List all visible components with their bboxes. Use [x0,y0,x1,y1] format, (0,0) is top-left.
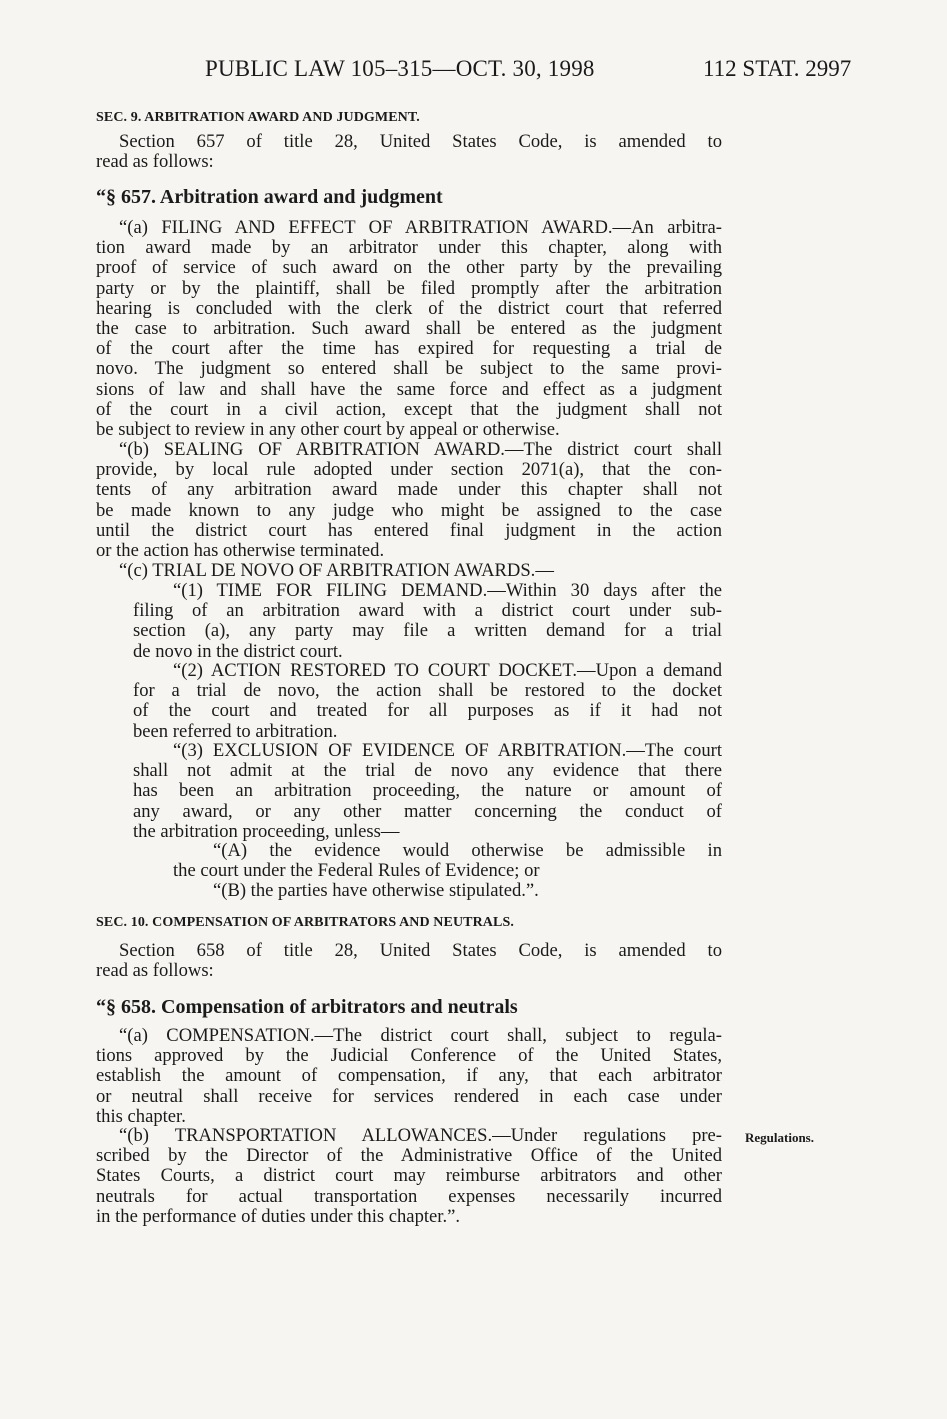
text-line: sions of law and shall have the same force and effect as a judgment [96,378,722,400]
sec9-intro [96,132,722,172]
sec10-intro [96,941,722,981]
sec657-para-a [96,218,722,440]
text-line: provide, by local rule adopted under section 2071(a), that the con- [96,459,722,481]
text-line: of the court and treated for all purposes as if it had not [133,700,722,722]
text-line: for a trial de novo, the action shall be restored to the docket [133,680,722,702]
sec657-para-c3A [173,841,722,881]
text-line: “(a) FILING AND EFFECT OF ARBITRATION AWARD.—An arbitra- [119,217,722,238]
text-line: or neutral shall receive for services rendered in each case under [96,1085,722,1107]
sec657-para-c1 [133,581,722,662]
text-line: Section 658 of title 28, United States Code, is amended to [119,940,722,961]
sec658-title: “§ 658. Compensation of arbitrators and neutrals [96,996,518,1018]
text-line: this chapter. [96,1105,186,1127]
text-line: “(a) COMPENSATION.—The district court shall, subject to regula- [119,1025,722,1046]
text-line: shall not admit at the trial de novo any evidence that there [133,760,722,782]
text-line: of the court after the time has expired for requesting a trial de [96,338,722,360]
text-line: proof of service of such award on the other party by the prevailing [96,257,722,279]
text-line: “(B) the parties have otherwise stipulated.”. [213,880,539,901]
sec10-heading: SEC. 10. COMPENSATION OF ARBITRATORS AND NEUTRALS. [96,915,514,930]
text-line: novo. The judgment so entered shall be subject to the same provi- [96,358,722,380]
text-line: “(1) TIME FOR FILING DEMAND.—Within 30 days after the [173,580,722,601]
text-line: of the court in a civil action, except that the judgment shall not [96,398,722,420]
text-line: filing of an arbitration award with a district court under sub- [133,600,722,622]
text-line: read as follows: [96,960,214,982]
sec657-para-c [119,561,722,581]
text-line: “(b) SEALING OF ARBITRATION AWARD.—The district court shall [119,439,722,460]
margin-note-regulations: Regulations. [745,1130,814,1145]
text-line: tents of any arbitration award made under this chapter shall not [96,479,722,501]
text-line: been referred to arbitration. [133,720,338,742]
text-line: “(A) the evidence would otherwise be admissible in [213,840,722,861]
sec657-title: “§ 657. Arbitration award and judgment [96,186,443,208]
text-line: Section 657 of title 28, United States Code, is amended to [119,131,722,152]
text-line: any award, or any other matter concerning the conduct of [133,800,722,822]
text-line: neutrals for actual transportation expenses necessarily incurred [96,1185,722,1207]
text-line: section (a), any party may file a written demand for a trial [133,620,722,642]
text-line: tion award made by an arbitrator under this chapter, along with [96,237,722,259]
text-line: “(2) ACTION RESTORED TO COURT DOCKET.—Upon a demand [173,660,722,681]
text-line: until the district court has entered final judgment in the action [96,519,722,541]
text-line: “(3) EXCLUSION OF EVIDENCE OF ARBITRATION.—The court [173,740,722,761]
text-line: the court under the Federal Rules of Evidence; or [173,860,540,882]
text-line: be made known to any judge who might be assigned to the case [96,499,722,521]
sec657-para-c2 [133,661,722,742]
text-line: read as follows: [96,151,214,173]
text-line: “(c) TRIAL DE NOVO OF ARBITRATION AWARDS.— [119,560,554,581]
sec9-heading: SEC. 9. ARBITRATION AWARD AND JUDGMENT. [96,110,420,125]
sec657-para-b [96,440,722,561]
page-header-stat: 112 STAT. 2997 [703,56,852,81]
text-line: tions approved by the Judicial Conference of the United States, [96,1045,722,1067]
text-line: has been an arbitration proceeding, the nature or amount of [133,780,722,802]
text-line: hearing is concluded with the clerk of the district court that referred [96,297,722,319]
text-line: de novo in the district court. [133,640,343,662]
text-line: States Courts, a district court may reimburse arbitrators and other [96,1165,722,1187]
page-header-title: PUBLIC LAW 105–315—OCT. 30, 1998 [205,56,595,81]
text-line: or the action has otherwise terminated. [96,540,385,562]
sec657-para-c3B [213,881,722,901]
text-line: in the performance of duties under this chapter.”. [96,1205,460,1227]
text-line: “(b) TRANSPORTATION ALLOWANCES.—Under regulations pre- [119,1125,722,1146]
text-line: be subject to review in any other court by appeal or otherwise. [96,419,560,441]
text-line: party or by the plaintiff, shall be filed promptly after the arbitration [96,277,722,299]
sec658-para-a [96,1026,722,1127]
text-line: the case to arbitration. Such award shall be entered as the judgment [96,318,722,340]
text-line: establish the amount of compensation, if any, that each arbitrator [96,1065,722,1087]
text-line: scribed by the Director of the Administrative Office of the United [96,1145,722,1167]
sec658-para-b [96,1126,722,1227]
text-line: the arbitration proceeding, unless— [133,820,400,842]
sec657-para-c3 [133,741,722,842]
